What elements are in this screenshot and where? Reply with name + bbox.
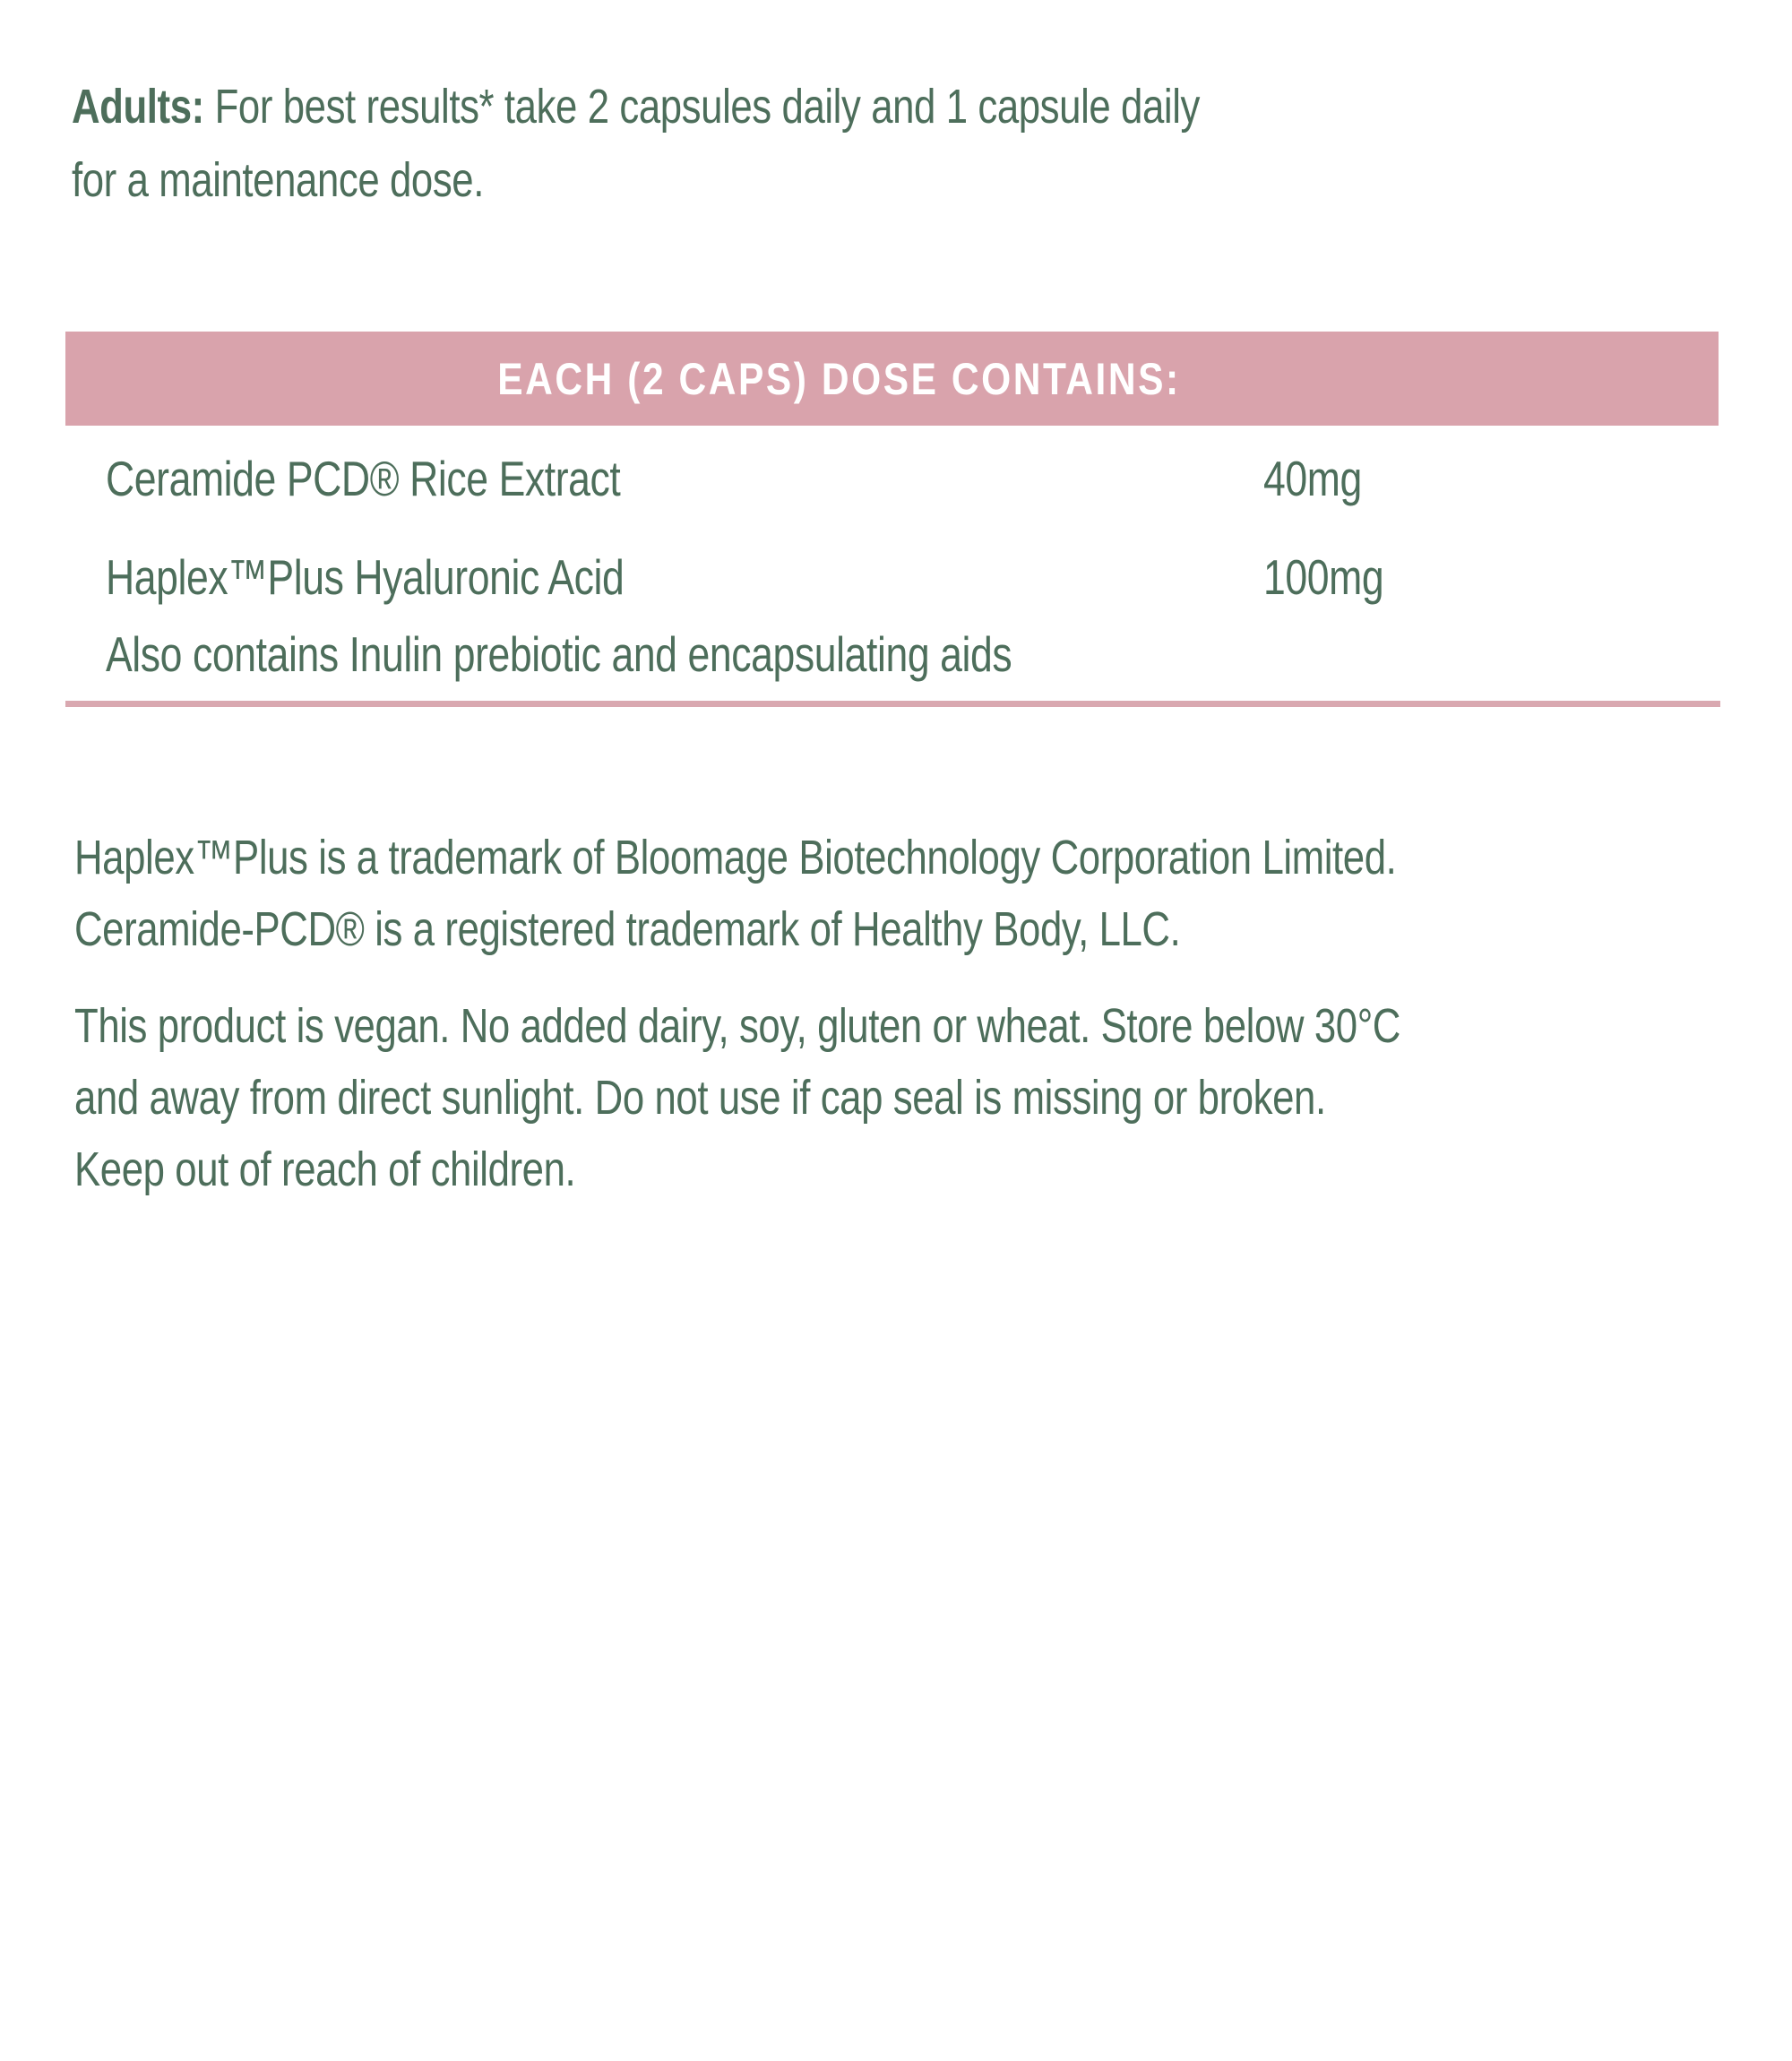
table-row (0, 626, 1792, 682)
ingredient-name: Haplex™Plus Hyaluronic Acid (106, 549, 625, 605)
storage-warning-note (74, 990, 1711, 1205)
dosage-line-2: for a maintenance dose. (72, 153, 484, 207)
table-row (0, 451, 1792, 506)
storage-line-3: Keep out of reach of children. (74, 1143, 576, 1196)
ingredient-amount: 40mg (1263, 451, 1362, 506)
adults-label: Adults: (72, 80, 204, 134)
storage-line-2: and away from direct sunlight. Do not use if cap seal is missing or broken. (74, 1071, 1326, 1125)
ingredient-name: Ceramide PCD® Rice Extract (106, 451, 621, 506)
storage-line-1: This product is vegan. No added dairy, soy, gluten or wheat. Store below 30°C (74, 999, 1400, 1053)
dosage-line-1-text: For best results* take 2 capsules daily and 1 capsule daily (214, 80, 1200, 134)
table-bottom-rule (65, 701, 1720, 707)
ingredient-amount: 100mg (1263, 549, 1384, 605)
dosage-directions (72, 70, 1464, 217)
trademark-line-2: Ceramide-PCD® is a registered trademark of Healthy Body, LLC. (74, 902, 1181, 956)
table-row (0, 549, 1792, 605)
dosage-line-1 (72, 70, 1200, 143)
dose-table-header-title: EACH (2 CAPS) DOSE CONTAINS: (497, 353, 1182, 404)
dose-table-header-bar (65, 332, 1719, 426)
trademark-line-1: Haplex™Plus is a trademark of Bloomage Biotechnology Corporation Limited. (74, 831, 1397, 884)
trademark-note (74, 822, 1706, 965)
also-contains-note: Also contains Inulin prebiotic and encapsulating aids (106, 626, 1012, 682)
